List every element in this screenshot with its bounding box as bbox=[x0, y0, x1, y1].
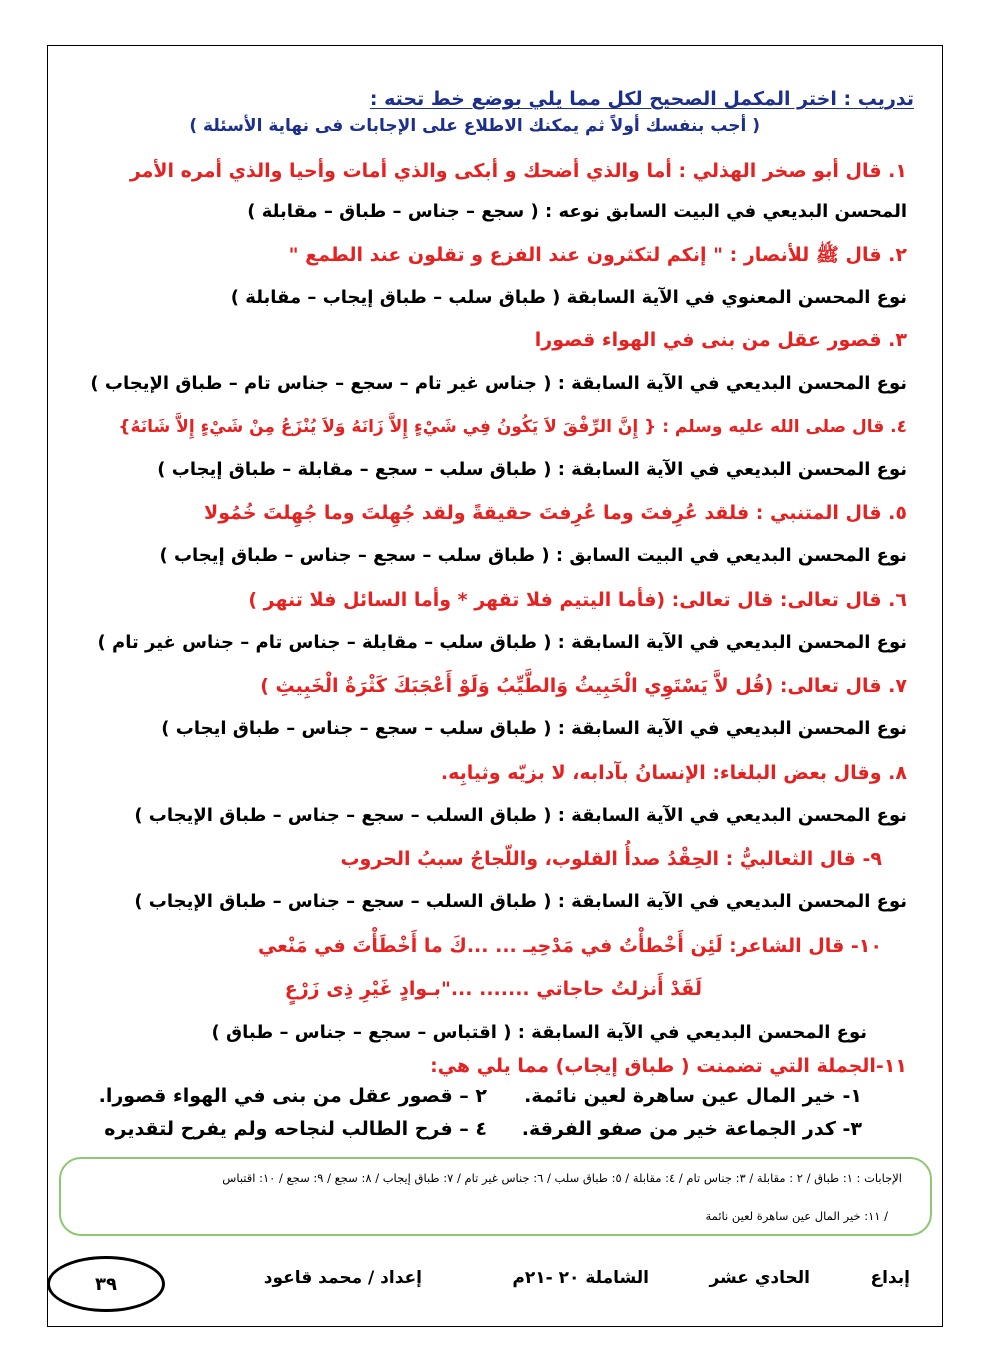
question-10-prompt: ١٠- قال الشاعر: لَئِن أَخْطأْتُ في مَدْحِيـ ... ...كَ ما أَخْطَأْتَ في مَنْعي bbox=[257, 935, 882, 957]
page-number-text: ٣٩ bbox=[95, 1273, 117, 1295]
question-1-prompt: ١. قال أبو صخر الهذلي : أما والذي أضحك و أبكى والذي أمات وأحيا والذي أمره الأمر bbox=[129, 160, 907, 182]
question-8-prompt: ٨. وقال بعض البلغاء: الإنسانُ بآدابه، لا بزيّه وثيابِه. bbox=[440, 762, 907, 784]
question-5-prompt: ٥. قال المتنبي : فلقد عُرِفتَ وما عُرِفتَ حقيقةً ولقد جُهِلتَ وما جُهِلتَ خُمُولا bbox=[204, 502, 907, 524]
question-3-prompt: ٣. قصور عقل من بنى في الهواء قصورا bbox=[534, 329, 907, 351]
question-2-prompt: ٢. قال ﷺ للأنصار : " إنكم لتكثرون عند الفزع و تقلون عند الطمع " bbox=[288, 244, 907, 266]
question-1-options: المحسن البديعي في البيت السابق نوعه : ( سجع – جناس – طباق – مقابلة ) bbox=[247, 201, 907, 222]
question-9-prompt: ٩- قال الثعالبيُّ : الحِقْدُ صدأُ القلوب، واللّجاجُ سببُ الحروب bbox=[340, 848, 882, 870]
question-10-prompt-line2: لَقَدْ أَنزلتُ حاجاتي ....... ..."بـوادٍ غَيْرِ ذِى زَرْعٍ bbox=[284, 978, 702, 1000]
exercise-subtitle: ( أجب بنفسك أولاً ثم يمكنك الاطلاع على الإجابات فى نهاية الأسئلة ) bbox=[189, 116, 760, 136]
question-8-options: نوع المحسن البديعي في الآية السابقة : ( طباق السلب – سجع – جناس – طباق الإيجاب ) bbox=[134, 805, 907, 826]
question-2-options: نوع المحسن المعنوي في الآية السابقة ( طباق سلب – طباق إيجاب – مقابلة ) bbox=[230, 287, 907, 308]
question-11-choice-2: ٢ – قصور عقل من بنى في الهواء قصورا. bbox=[98, 1085, 487, 1107]
question-7-options: نوع المحسن البديعي في الآية السابقة : ( طباق سلب – سجع – جناس – طباق ايجاب ) bbox=[161, 718, 907, 739]
question-4-options: نوع المحسن البديعي في الآية السابقة : ( طباق سلب – سجع – مقابلة – طباق إيجاب ) bbox=[157, 459, 907, 480]
footer-program: الشاملة ٢٠ -٢١م bbox=[512, 1268, 649, 1288]
question-11-choice-3: ٣- كدر الجماعة خير من صفو الفرقة. bbox=[521, 1118, 862, 1140]
answers-line-1: الإجابات : ١: طباق / ٢ : مقابلة / ٣: جناس تام / ٤: مقابلة / ٥: طباق سلب / ٦: جناس غير تام / ٧: طباق إيجاب / ٨: سجع / ٩: سجع / ١٠: اقتباس bbox=[222, 1171, 902, 1185]
footer-author: إعداد / محمد قاعود bbox=[263, 1268, 422, 1288]
exercise-title: تدريب : اختر المكمل الصحيح لكل مما يلي بوضع خط تحته : bbox=[369, 88, 914, 110]
question-6-options: نوع المحسن البديعي في الآية السابقة : ( طباق سلب – مقابلة – جناس تام – جناس غير تام ) bbox=[97, 632, 907, 653]
answers-line-2: / ١١: خير المال عين ساهرة لعين نائمة bbox=[705, 1209, 888, 1223]
footer-ibdaa: إبداع bbox=[870, 1268, 910, 1288]
question-7-prompt: ٧. قال تعالى: (قُل لاَّ يَسْتَوِي الْخَبِيثُ وَالطَّيِّبُ وَلَوْ أَعْجَبَكَ كَثْرَةُ الْخَبِيثِ ) bbox=[260, 675, 907, 697]
question-4-prompt: ٤. قال صلى الله عليه وسلم : { إِنَّ الرِّفْقَ لاَ يَكُونُ فِي شَيْءٍ إِلاَّ زَانَهُ وَلاَ يُنْزَعُ مِنْ شَيْءٍ إِلاَّ شَانَهُ} bbox=[118, 417, 907, 437]
page-number bbox=[47, 1256, 165, 1312]
question-6-prompt: ٦. قال تعالى: قال تعالى: (فأما اليتيم فلا تقهر * وأما السائل فلا تنهر ) bbox=[248, 589, 907, 611]
answers-box bbox=[59, 1157, 932, 1236]
question-10-options: نوع المحسن البديعي في الآية السابقة : ( اقتباس – سجع – جناس – طباق ) bbox=[211, 1022, 867, 1043]
question-9-options: نوع المحسن البديعي في الآية السابقة : ( طباق السلب – سجع – جناس – طباق الإيجاب ) bbox=[134, 891, 907, 912]
question-11-prompt: ١١-الجملة التي تضمنت ( طباق إيجاب) مما يلي هي: bbox=[430, 1055, 907, 1077]
question-5-options: نوع المحسن البديعي في البيت السابق : ( طباق سلب – سجع – جناس – طباق إيجاب ) bbox=[159, 545, 907, 566]
question-11-choice-4: ٤ – فرح الطالب لنجاحه ولم يفرح لتقديره bbox=[104, 1118, 487, 1140]
question-3-options: نوع المحسن البديعي في الآية السابقة : ( جناس غير تام – سجع – جناس تام – طباق الإيجاب ) bbox=[90, 373, 907, 394]
footer-grade: الحادي عشر bbox=[709, 1268, 810, 1288]
question-11-choice-1: ١- خير المال عين ساهرة لعين نائمة. bbox=[524, 1085, 862, 1107]
